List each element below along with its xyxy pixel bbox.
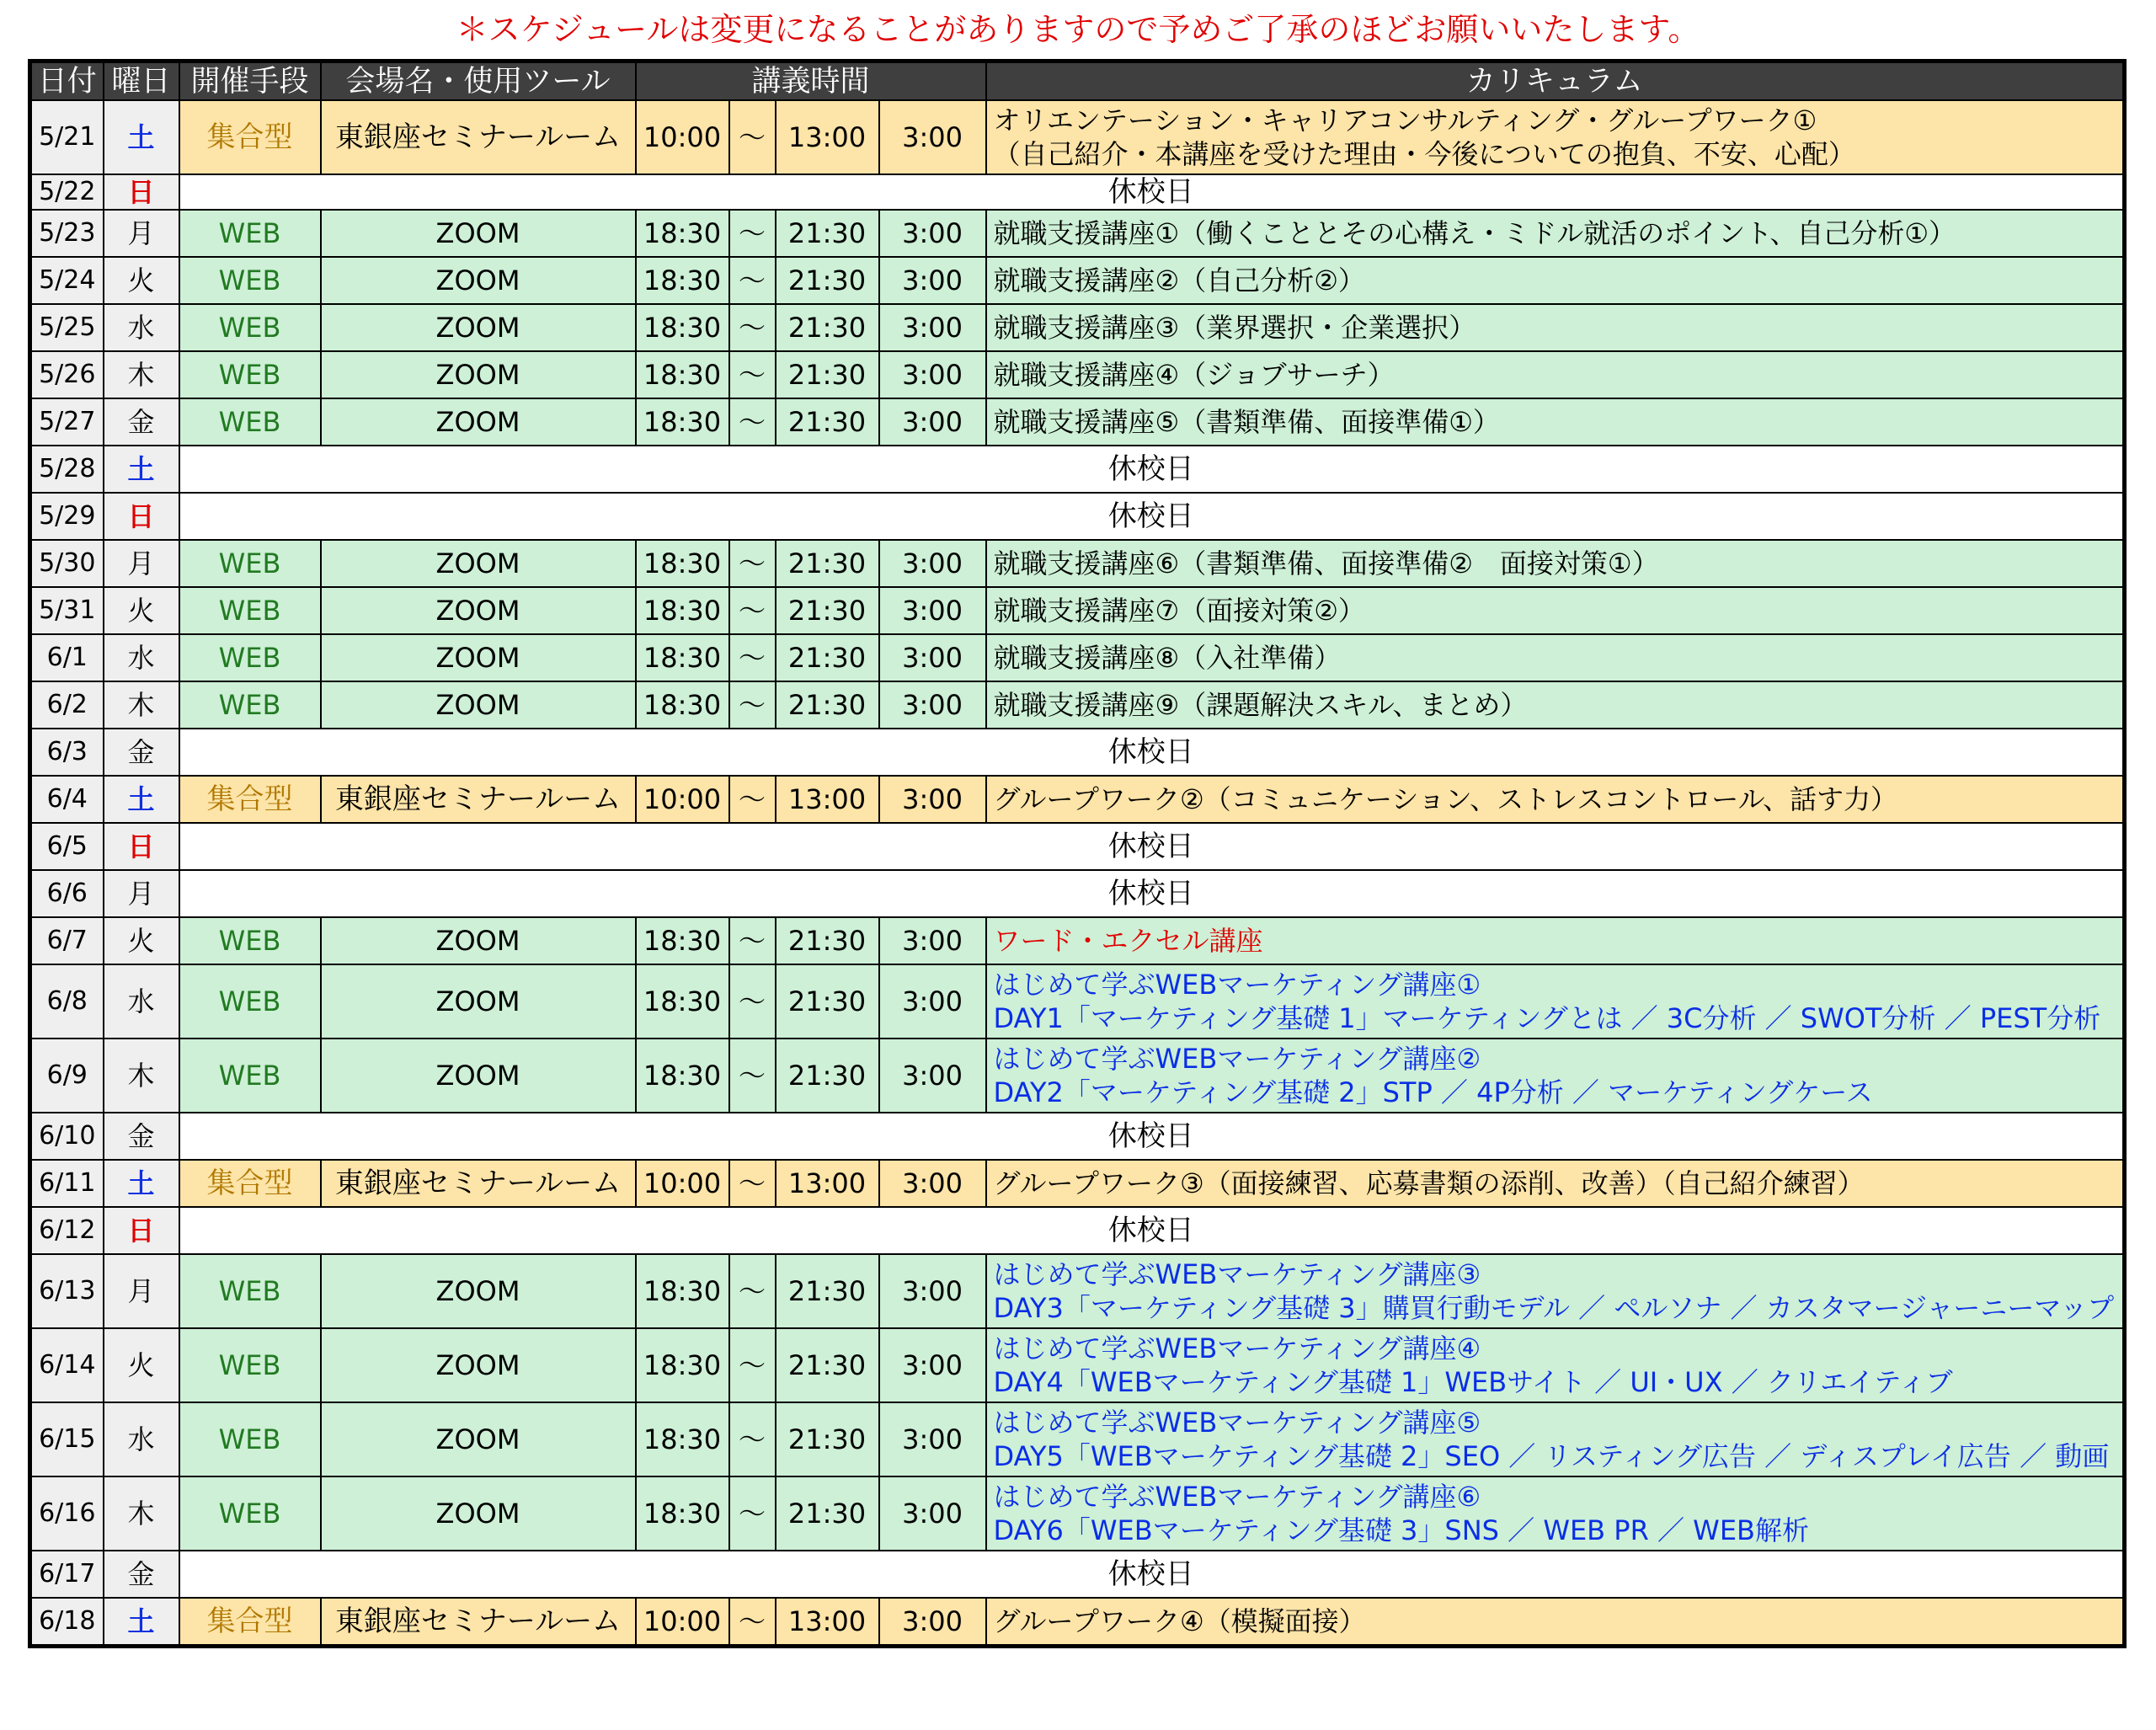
time-separator: ～ [729, 1039, 776, 1113]
table-row [30, 1476, 2125, 1551]
curriculum-cell [986, 304, 2125, 351]
start-time: 18:30 [636, 304, 729, 351]
curriculum-line: DAY6「WEBマーケティング基礎 3」SNS ／ WEB PR ／ WEB解析 [993, 1514, 1809, 1546]
time-separator: ～ [729, 304, 776, 351]
curriculum-line: はじめて学ぶWEBマーケティング講座② [993, 1043, 1481, 1075]
venue-cell: ZOOM [321, 257, 636, 304]
date-cell: 6/7 [30, 917, 104, 964]
weekday-cell: 日 [104, 174, 179, 210]
duration: 3:00 [879, 100, 986, 174]
curriculum-line: はじめて学ぶWEBマーケティング講座④ [993, 1332, 1481, 1364]
mode-cell: WEB [179, 210, 321, 257]
time-separator: ～ [729, 587, 776, 634]
table-row [30, 776, 2125, 823]
curriculum-line: DAY2「マーケティング基礎 2」STP ／ 4P分析 ／ マーケティングケース [993, 1076, 1873, 1108]
venue-cell: ZOOM [321, 587, 636, 634]
end-time: 13:00 [776, 1598, 879, 1647]
weekday-cell: 日 [104, 1207, 179, 1254]
duration: 3:00 [879, 1254, 986, 1328]
time-separator: ～ [729, 1328, 776, 1402]
end-time: 21:30 [776, 681, 879, 729]
date-cell: 6/8 [30, 964, 104, 1039]
duration: 3:00 [879, 1039, 986, 1113]
schedule-rows [30, 100, 2125, 1647]
start-time: 18:30 [636, 964, 729, 1039]
venue-cell: ZOOM [321, 917, 636, 964]
duration: 3:00 [879, 351, 986, 398]
weekday-cell: 日 [104, 823, 179, 870]
mode-cell: WEB [179, 1328, 321, 1402]
time-separator: ～ [729, 1402, 776, 1476]
date-cell: 6/12 [30, 1207, 104, 1254]
curriculum-line: DAY5「WEBマーケティング基礎 2」SEO ／ リスティング広告 ／ ディスプレイ広告 ／ 動画 [993, 1440, 2110, 1472]
table-row [30, 1039, 2125, 1113]
duration: 3:00 [879, 917, 986, 964]
holiday-label: 休校日 [179, 1551, 2125, 1598]
venue-cell: ZOOM [321, 304, 636, 351]
table-row-holiday [30, 174, 2125, 210]
curriculum-line: 就職支援講座②（自己分析②） [993, 264, 1365, 296]
curriculum-cell [986, 1254, 2125, 1328]
time-separator: ～ [729, 964, 776, 1039]
curriculum-line: 就職支援講座⑥（書類準備、面接準備② 面接対策①） [993, 547, 1659, 579]
curriculum-cell [986, 210, 2125, 257]
mode-cell: WEB [179, 681, 321, 729]
table-row [30, 351, 2125, 398]
table-row [30, 634, 2125, 681]
curriculum-cell [986, 917, 2125, 964]
curriculum-line: はじめて学ぶWEBマーケティング講座① [993, 969, 1481, 1001]
holiday-label: 休校日 [179, 174, 2125, 210]
table-row-holiday [30, 1207, 2125, 1254]
weekday-cell: 水 [104, 1402, 179, 1476]
table-row [30, 1328, 2125, 1402]
mode-cell: WEB [179, 1039, 321, 1113]
weekday-cell: 土 [104, 1160, 179, 1207]
table-row [30, 1254, 2125, 1328]
end-time: 21:30 [776, 257, 879, 304]
end-time: 21:30 [776, 1402, 879, 1476]
duration: 3:00 [879, 776, 986, 823]
weekday-cell: 火 [104, 257, 179, 304]
weekday-cell: 水 [104, 634, 179, 681]
time-separator: ～ [729, 257, 776, 304]
curriculum-line: 就職支援講座⑨（課題解決スキル、まとめ） [993, 689, 1528, 721]
weekday-cell: 火 [104, 1328, 179, 1402]
date-cell: 6/4 [30, 776, 104, 823]
venue-cell: ZOOM [321, 210, 636, 257]
venue-cell: ZOOM [321, 681, 636, 729]
curriculum-line: グループワーク④（模擬面接） [993, 1605, 1366, 1637]
start-time: 18:30 [636, 1402, 729, 1476]
mode-cell: WEB [179, 398, 321, 446]
curriculum-cell [986, 634, 2125, 681]
start-time: 10:00 [636, 1160, 729, 1207]
mode-cell: WEB [179, 1476, 321, 1551]
curriculum-cell [986, 398, 2125, 446]
curriculum-cell [986, 1402, 2125, 1476]
weekday-cell: 木 [104, 351, 179, 398]
end-time: 21:30 [776, 587, 879, 634]
end-time: 21:30 [776, 398, 879, 446]
end-time: 21:30 [776, 634, 879, 681]
weekday-cell: 月 [104, 870, 179, 917]
mode-cell: WEB [179, 587, 321, 634]
weekday-cell: 金 [104, 1551, 179, 1598]
weekday-cell: 火 [104, 587, 179, 634]
header-date: 日付 [30, 61, 104, 101]
start-time: 18:30 [636, 398, 729, 446]
curriculum-cell [986, 100, 2125, 174]
weekday-cell: 土 [104, 100, 179, 174]
duration: 3:00 [879, 964, 986, 1039]
curriculum-line: DAY1「マーケティング基礎 1」マーケティングとは ／ 3C分析 ／ SWOT分析 ／ PEST分析 [993, 1002, 2101, 1034]
schedule-table [28, 59, 2127, 1648]
venue-cell: 東銀座セミナールーム [321, 1160, 636, 1207]
venue-cell: ZOOM [321, 398, 636, 446]
end-time: 21:30 [776, 1039, 879, 1113]
date-cell: 6/3 [30, 729, 104, 776]
curriculum-cell [986, 1160, 2125, 1207]
date-cell: 6/15 [30, 1402, 104, 1476]
curriculum-line: （自己紹介・本講座を受けた理由・今後についての抱負、不安、心配） [993, 138, 1855, 170]
start-time: 18:30 [636, 1476, 729, 1551]
curriculum-line: ワード・エクセル講座 [993, 925, 1263, 957]
time-separator: ～ [729, 1160, 776, 1207]
venue-cell: ZOOM [321, 351, 636, 398]
curriculum-line: はじめて学ぶWEBマーケティング講座⑤ [993, 1407, 1481, 1439]
weekday-cell: 金 [104, 398, 179, 446]
date-cell: 6/2 [30, 681, 104, 729]
date-cell: 6/17 [30, 1551, 104, 1598]
start-time: 18:30 [636, 351, 729, 398]
table-row [30, 917, 2125, 964]
curriculum-cell [986, 1476, 2125, 1551]
date-cell: 5/28 [30, 446, 104, 493]
curriculum-line: 就職支援講座⑧（入社準備） [993, 642, 1342, 674]
venue-cell: ZOOM [321, 540, 636, 587]
start-time: 18:30 [636, 634, 729, 681]
duration: 3:00 [879, 540, 986, 587]
duration: 3:00 [879, 304, 986, 351]
curriculum-line: はじめて学ぶWEBマーケティング講座⑥ [993, 1481, 1481, 1513]
start-time: 10:00 [636, 100, 729, 174]
weekday-cell: 木 [104, 681, 179, 729]
date-cell: 5/21 [30, 100, 104, 174]
curriculum-line: グループワーク②（コミュニケーション、ストレスコントロール、話す力） [993, 783, 1898, 815]
curriculum-line: 就職支援講座⑤（書類準備、面接準備①） [993, 406, 1500, 438]
weekday-cell: 木 [104, 1039, 179, 1113]
time-separator: ～ [729, 100, 776, 174]
mode-cell: WEB [179, 304, 321, 351]
table-row [30, 964, 2125, 1039]
venue-cell: ZOOM [321, 1402, 636, 1476]
duration: 3:00 [879, 1598, 986, 1647]
weekday-cell: 水 [104, 304, 179, 351]
weekday-cell: 金 [104, 1113, 179, 1160]
curriculum-cell [986, 257, 2125, 304]
date-cell: 6/1 [30, 634, 104, 681]
duration: 3:00 [879, 1402, 986, 1476]
duration: 3:00 [879, 210, 986, 257]
time-separator: ～ [729, 681, 776, 729]
date-cell: 6/13 [30, 1254, 104, 1328]
time-separator: ～ [729, 210, 776, 257]
curriculum-line: DAY3「マーケティング基礎 3」購買行動モデル ／ ペルソナ ／ カスタマージャーニーマップ [993, 1292, 2115, 1324]
start-time: 10:00 [636, 776, 729, 823]
weekday-cell: 月 [104, 1254, 179, 1328]
duration: 3:00 [879, 681, 986, 729]
time-separator: ～ [729, 634, 776, 681]
mode-cell: WEB [179, 351, 321, 398]
header-curriculum: カリキュラム [986, 61, 2125, 101]
weekday-cell: 日 [104, 493, 179, 540]
table-row [30, 681, 2125, 729]
time-separator: ～ [729, 540, 776, 587]
curriculum-line: 就職支援講座③（業界選択・企業選択） [993, 312, 1476, 344]
date-cell: 6/14 [30, 1328, 104, 1402]
header-mode: 開催手段 [179, 61, 321, 101]
curriculum-line: 就職支援講座①（働くこととその心構え・ミドル就活のポイント、自己分析①） [993, 217, 1956, 249]
venue-cell: ZOOM [321, 1476, 636, 1551]
duration: 3:00 [879, 398, 986, 446]
date-cell: 6/10 [30, 1113, 104, 1160]
venue-cell: ZOOM [321, 1039, 636, 1113]
date-cell: 5/31 [30, 587, 104, 634]
weekday-cell: 月 [104, 210, 179, 257]
start-time: 18:30 [636, 1328, 729, 1402]
holiday-label: 休校日 [179, 823, 2125, 870]
weekday-cell: 土 [104, 776, 179, 823]
mode-cell: 集合型 [179, 1598, 321, 1647]
date-cell: 6/16 [30, 1476, 104, 1551]
date-cell: 5/29 [30, 493, 104, 540]
mode-cell: WEB [179, 1254, 321, 1328]
duration: 3:00 [879, 587, 986, 634]
end-time: 21:30 [776, 351, 879, 398]
duration: 3:00 [879, 257, 986, 304]
mode-cell: 集合型 [179, 1160, 321, 1207]
table-row-holiday [30, 1113, 2125, 1160]
start-time: 18:30 [636, 681, 729, 729]
curriculum-cell [986, 1328, 2125, 1402]
table-row [30, 398, 2125, 446]
date-cell: 5/25 [30, 304, 104, 351]
end-time: 21:30 [776, 540, 879, 587]
table-row [30, 304, 2125, 351]
weekday-cell: 土 [104, 1598, 179, 1647]
weekday-cell: 金 [104, 729, 179, 776]
curriculum-line: はじめて学ぶWEBマーケティング講座③ [993, 1258, 1481, 1290]
end-time: 21:30 [776, 1328, 879, 1402]
mode-cell: WEB [179, 1402, 321, 1476]
venue-cell: ZOOM [321, 634, 636, 681]
end-time: 21:30 [776, 964, 879, 1039]
header-weekday: 曜日 [104, 61, 179, 101]
table-row [30, 1160, 2125, 1207]
mode-cell: 集合型 [179, 100, 321, 174]
holiday-label: 休校日 [179, 1113, 2125, 1160]
venue-cell: 東銀座セミナールーム [321, 1598, 636, 1647]
time-separator: ～ [729, 917, 776, 964]
end-time: 13:00 [776, 100, 879, 174]
table-row-holiday [30, 729, 2125, 776]
curriculum-cell [986, 776, 2125, 823]
curriculum-line: 就職支援講座⑦（面接対策②） [993, 595, 1365, 627]
duration: 3:00 [879, 634, 986, 681]
time-separator: ～ [729, 398, 776, 446]
start-time: 18:30 [636, 1254, 729, 1328]
time-separator: ～ [729, 1598, 776, 1647]
mode-cell: WEB [179, 540, 321, 587]
date-cell: 6/6 [30, 870, 104, 917]
date-cell: 5/30 [30, 540, 104, 587]
date-cell: 5/22 [30, 174, 104, 210]
table-row-holiday [30, 446, 2125, 493]
date-cell: 5/24 [30, 257, 104, 304]
weekday-cell: 水 [104, 964, 179, 1039]
weekday-cell: 月 [104, 540, 179, 587]
curriculum-cell [986, 964, 2125, 1039]
venue-cell: ZOOM [321, 964, 636, 1039]
header-venue: 会場名・使用ツール [321, 61, 636, 101]
time-separator: ～ [729, 1476, 776, 1551]
end-time: 21:30 [776, 917, 879, 964]
curriculum-line: 就職支援講座④（ジョブサーチ） [993, 359, 1395, 391]
curriculum-cell [986, 1039, 2125, 1113]
curriculum-cell [986, 540, 2125, 587]
end-time: 13:00 [776, 1160, 879, 1207]
table-row [30, 257, 2125, 304]
table-row-holiday [30, 493, 2125, 540]
start-time: 10:00 [636, 1598, 729, 1647]
table-row-holiday [30, 823, 2125, 870]
curriculum-cell [986, 351, 2125, 398]
header-row [30, 61, 2125, 101]
table-row [30, 1598, 2125, 1647]
table-row [30, 210, 2125, 257]
date-cell: 6/5 [30, 823, 104, 870]
mode-cell: WEB [179, 257, 321, 304]
holiday-label: 休校日 [179, 446, 2125, 493]
start-time: 18:30 [636, 917, 729, 964]
curriculum-line: グループワーク③（面接練習、応募書類の添削、改善）（自己紹介練習） [993, 1167, 1865, 1199]
weekday-cell: 土 [104, 446, 179, 493]
date-cell: 6/9 [30, 1039, 104, 1113]
date-cell: 5/26 [30, 351, 104, 398]
table-row [30, 100, 2125, 174]
time-separator: ～ [729, 776, 776, 823]
curriculum-line: オリエンテーション・キャリアコンサルティング・グループワーク① [993, 104, 1817, 136]
table-row [30, 1402, 2125, 1476]
venue-cell: 東銀座セミナールーム [321, 100, 636, 174]
start-time: 18:30 [636, 587, 729, 634]
venue-cell: ZOOM [321, 1328, 636, 1402]
end-time: 21:30 [776, 1476, 879, 1551]
holiday-label: 休校日 [179, 729, 2125, 776]
start-time: 18:30 [636, 210, 729, 257]
end-time: 21:30 [776, 304, 879, 351]
end-time: 21:30 [776, 1254, 879, 1328]
venue-cell: 東銀座セミナールーム [321, 776, 636, 823]
start-time: 18:30 [636, 257, 729, 304]
holiday-label: 休校日 [179, 1207, 2125, 1254]
table-row [30, 587, 2125, 634]
mode-cell: 集合型 [179, 776, 321, 823]
mode-cell: WEB [179, 964, 321, 1039]
curriculum-cell [986, 681, 2125, 729]
end-time: 13:00 [776, 776, 879, 823]
date-cell: 6/11 [30, 1160, 104, 1207]
mode-cell: WEB [179, 917, 321, 964]
date-cell: 6/18 [30, 1598, 104, 1647]
duration: 3:00 [879, 1160, 986, 1207]
weekday-cell: 木 [104, 1476, 179, 1551]
start-time: 18:30 [636, 1039, 729, 1113]
curriculum-line: DAY4「WEBマーケティング基礎 1」WEBサイト ／ UI・UX ／ クリエイティブ [993, 1366, 1953, 1398]
table-row [30, 540, 2125, 587]
table-row-holiday [30, 1551, 2125, 1598]
end-time: 21:30 [776, 210, 879, 257]
curriculum-cell [986, 1598, 2125, 1647]
duration: 3:00 [879, 1476, 986, 1551]
table-row-holiday [30, 870, 2125, 917]
date-cell: 5/23 [30, 210, 104, 257]
mode-cell: WEB [179, 634, 321, 681]
holiday-label: 休校日 [179, 493, 2125, 540]
duration: 3:00 [879, 1328, 986, 1402]
date-cell: 5/27 [30, 398, 104, 446]
schedule-change-notice: ＊スケジュールは変更になることがありますので予めご了承のほどお願いいたします。 [456, 11, 1700, 48]
time-separator: ～ [729, 1254, 776, 1328]
holiday-label: 休校日 [179, 870, 2125, 917]
header-lecture-time: 講義時間 [636, 61, 986, 101]
weekday-cell: 火 [104, 917, 179, 964]
venue-cell: ZOOM [321, 1254, 636, 1328]
curriculum-cell [986, 587, 2125, 634]
time-separator: ～ [729, 351, 776, 398]
start-time: 18:30 [636, 540, 729, 587]
